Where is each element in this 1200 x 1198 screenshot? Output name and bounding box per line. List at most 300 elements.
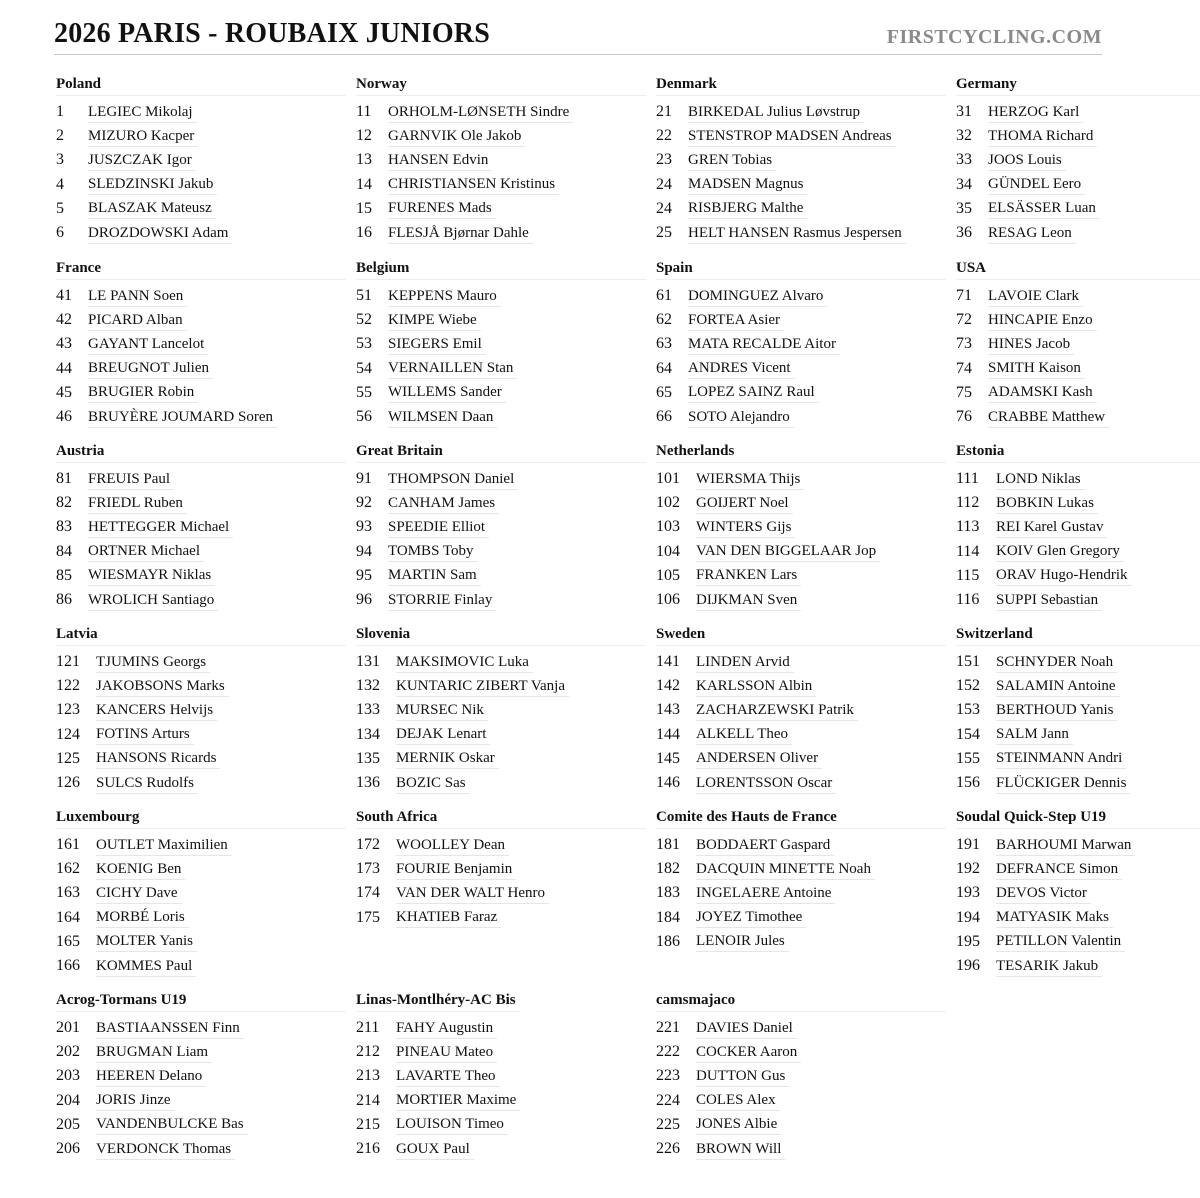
rider-name[interactable]: JOOS Louis — [988, 150, 1066, 171]
rider-name[interactable]: MADSEN Magnus — [688, 174, 807, 195]
rider-number: 173 — [356, 860, 380, 878]
rider-name[interactable]: KOIV Glen Gregory — [996, 541, 1124, 562]
rider-name[interactable]: SUPPI Sebastian — [996, 590, 1102, 611]
rider-name[interactable]: HELT HANSEN Rasmus Jespersen — [688, 223, 906, 244]
rider-row — [656, 833, 946, 857]
rider-number: 1 — [56, 103, 64, 121]
rider-name[interactable]: BROWN Will — [696, 1139, 785, 1160]
rider-row — [356, 221, 646, 245]
rider-name[interactable]: BASTIAANSSEN Finn — [96, 1018, 244, 1039]
rider-name[interactable]: ORHOLM-LØNSETH Sindre — [388, 102, 573, 123]
rider-number: 123 — [56, 701, 80, 719]
rider-list — [956, 467, 1200, 612]
rider-number: 21 — [656, 103, 672, 121]
rider-name[interactable]: MORTIER Maxime — [396, 1090, 520, 1111]
rider-name[interactable]: SULCS Rudolfs — [96, 773, 198, 794]
rider-row — [356, 906, 646, 930]
rider-name[interactable]: GOUX Paul — [396, 1139, 474, 1160]
rider-name[interactable]: ZACHARZEWSKI Patrik — [696, 700, 858, 721]
rider-number: 136 — [356, 774, 380, 792]
rider-number: 192 — [956, 860, 980, 878]
rider-number: 54 — [356, 359, 372, 377]
rider-name[interactable]: REI Karel Gustav — [996, 517, 1107, 538]
rider-name[interactable]: PICARD Alban — [88, 310, 187, 331]
team-block — [956, 257, 1200, 429]
rider-row — [956, 197, 1200, 221]
rider-name[interactable]: GAYANT Lancelot — [88, 334, 208, 355]
rider-name[interactable]: THOMA Richard — [988, 126, 1097, 147]
rider-name[interactable]: LEGIEC Mikolaj — [88, 102, 197, 123]
rider-row — [656, 173, 946, 197]
rider-row — [656, 1016, 946, 1040]
rider-row — [356, 857, 646, 881]
rider-row — [956, 930, 1200, 954]
rider-row — [956, 100, 1200, 124]
rider-name[interactable]: HEEREN Delano — [96, 1066, 206, 1087]
rider-row — [956, 588, 1200, 612]
rider-number: 106 — [656, 591, 680, 609]
rider-name[interactable]: KANCERS Helvijs — [96, 700, 217, 721]
rider-name[interactable]: JONES Albie — [696, 1114, 781, 1135]
rider-name[interactable]: OUTLET Maximilien — [96, 835, 232, 856]
rider-number: 146 — [656, 774, 680, 792]
rider-number: 202 — [56, 1043, 80, 1061]
rider-row — [656, 405, 946, 429]
rider-number: 66 — [656, 408, 672, 426]
rider-list — [656, 650, 946, 795]
team-block — [356, 440, 646, 612]
rider-name[interactable]: HERZOG Karl — [988, 102, 1083, 123]
rider-row — [656, 1113, 946, 1137]
rider-row — [56, 357, 346, 381]
rider-name[interactable]: DROZDOWSKI Adam — [88, 223, 232, 244]
rider-number: 214 — [356, 1091, 380, 1109]
rider-name[interactable]: VERDONCK Thomas — [96, 1139, 235, 1160]
rider-name[interactable]: DAVIES Daniel — [696, 1018, 797, 1039]
rider-number: 166 — [56, 957, 80, 975]
rider-name[interactable]: HINCAPIE Enzo — [988, 310, 1097, 331]
rider-name[interactable]: MATYASIK Maks — [996, 907, 1113, 928]
rider-row — [56, 588, 346, 612]
rider-row — [656, 148, 946, 172]
rider-row — [356, 1113, 646, 1137]
rider-number: 155 — [956, 749, 980, 767]
rider-row — [356, 381, 646, 405]
rider-name[interactable]: GÜNDEL Eero — [988, 174, 1085, 195]
rider-number: 22 — [656, 127, 672, 145]
rider-number: 182 — [656, 860, 680, 878]
rider-name[interactable]: WOOLLEY Dean — [396, 835, 509, 856]
rider-row — [56, 284, 346, 308]
rider-list — [356, 284, 646, 429]
rider-name[interactable]: MATA RECALDE Aitor — [688, 334, 840, 355]
rider-number: 34 — [956, 175, 972, 193]
rider-row — [56, 954, 346, 978]
rider-list — [356, 100, 646, 245]
rider-number: 226 — [656, 1140, 680, 1158]
rider-name[interactable]: FORTEA Asier — [688, 310, 784, 331]
team-name: Austria — [56, 440, 346, 463]
rider-name[interactable]: SLEDZINSKI Jakub — [88, 174, 217, 195]
rider-row — [656, 1064, 946, 1088]
rider-row — [56, 1016, 346, 1040]
rider-row — [656, 332, 946, 356]
rider-name[interactable]: CICHY Dave — [96, 883, 182, 904]
rider-name[interactable]: SIEGERS Emil — [388, 334, 486, 355]
rider-name[interactable]: BODDAERT Gaspard — [696, 835, 834, 856]
rider-list — [656, 467, 946, 612]
rider-row — [356, 405, 646, 429]
rider-row — [656, 308, 946, 332]
rider-name[interactable]: BLASZAK Mateusz — [88, 198, 216, 219]
rider-name[interactable]: MARTIN Sam — [388, 565, 481, 586]
rider-number: 103 — [656, 518, 680, 536]
rider-row — [56, 833, 346, 857]
rider-number: 212 — [356, 1043, 380, 1061]
rider-row — [356, 467, 646, 491]
rider-name[interactable]: WIERSMA Thijs — [696, 469, 804, 490]
rider-row — [356, 771, 646, 795]
rider-name[interactable]: ANDRES Vicent — [688, 358, 795, 379]
rider-name[interactable]: KEPPENS Mauro — [388, 286, 501, 307]
rider-name[interactable]: KARLSSON Albin — [696, 676, 816, 697]
rider-name[interactable]: RISBJERG Malthe — [688, 198, 807, 219]
rider-list — [56, 1016, 346, 1161]
team-name: Spain — [656, 257, 946, 280]
rider-list — [956, 100, 1200, 245]
rider-number: 174 — [356, 884, 380, 902]
rider-row — [956, 405, 1200, 429]
rider-number: 181 — [656, 836, 680, 854]
rider-row — [56, 723, 346, 747]
rider-name[interactable]: WINTERS Gijs — [696, 517, 795, 538]
rider-name[interactable]: ALKELL Theo — [696, 724, 792, 745]
rider-name[interactable]: BRUYÈRE JOUMARD Soren — [88, 407, 277, 428]
rider-name[interactable]: CHRISTIANSEN Kristinus — [388, 174, 559, 195]
rider-name[interactable]: MAKSIMOVIC Luka — [396, 652, 533, 673]
rider-name[interactable]: FRANKEN Lars — [696, 565, 801, 586]
rider-name[interactable]: RESAG Leon — [988, 223, 1076, 244]
team-block — [956, 806, 1200, 978]
rider-number: 76 — [956, 408, 972, 426]
rider-number: 102 — [656, 494, 680, 512]
rider-number: 32 — [956, 127, 972, 145]
rider-number: 223 — [656, 1067, 680, 1085]
rider-row — [56, 747, 346, 771]
rider-number: 125 — [56, 749, 80, 767]
rider-list — [956, 650, 1200, 795]
rider-name[interactable]: FREUIS Paul — [88, 469, 174, 490]
rider-name[interactable]: LAVARTE Theo — [396, 1066, 500, 1087]
team-name: Linas-Montlhéry-AC Bis — [356, 989, 520, 1012]
rider-name[interactable]: BRUGIER Robin — [88, 382, 198, 403]
rider-name[interactable]: MIZURO Kacper — [88, 126, 198, 147]
team-block — [56, 73, 346, 245]
rider-name[interactable]: HANSONS Ricards — [96, 748, 220, 769]
rider-name[interactable]: SPEEDIE Elliot — [388, 517, 489, 538]
rider-name[interactable]: DEJAK Lenart — [396, 724, 490, 745]
rider-number: 203 — [56, 1067, 80, 1085]
rider-row — [656, 467, 946, 491]
rider-name[interactable]: LOPEZ SAINZ Raul — [688, 382, 819, 403]
rider-number: 82 — [56, 494, 72, 512]
rider-row — [956, 540, 1200, 564]
rider-name[interactable]: SCHNYDER Noah — [996, 652, 1117, 673]
rider-row — [56, 771, 346, 795]
rider-number: 56 — [356, 408, 372, 426]
rider-name[interactable]: FLESJÅ Bjørnar Dahle — [388, 223, 533, 244]
rider-name[interactable]: BARHOUMI Marwan — [996, 835, 1135, 856]
rider-name[interactable]: JUSZCZAK Igor — [88, 150, 196, 171]
rider-row — [56, 650, 346, 674]
rider-number: 191 — [956, 836, 980, 854]
rider-number: 152 — [956, 677, 980, 695]
rider-name[interactable]: FRIEDL Ruben — [88, 493, 187, 514]
rider-name[interactable]: WILMSEN Daan — [388, 407, 497, 428]
rider-number: 94 — [356, 542, 372, 560]
rider-number: 16 — [356, 224, 372, 242]
rider-number: 162 — [56, 860, 80, 878]
rider-name[interactable]: MOLTER Yanis — [96, 931, 197, 952]
rider-number: 143 — [656, 701, 680, 719]
rider-name[interactable]: BIRKEDAL Julius Løvstrup — [688, 102, 864, 123]
rider-name[interactable]: KIMPE Wiebe — [388, 310, 481, 331]
site-name: FIRSTCYCLING.COM — [886, 26, 1102, 48]
rider-name[interactable]: STEINMANN Andri — [996, 748, 1126, 769]
rider-number: 42 — [56, 311, 72, 329]
rider-name[interactable]: PINEAU Mateo — [396, 1042, 497, 1063]
rider-name[interactable]: INGELAERE Antoine — [696, 883, 835, 904]
rider-row — [656, 221, 946, 245]
rider-name[interactable]: KHATIEB Faraz — [396, 907, 501, 928]
rider-number: 24 — [656, 199, 672, 217]
rider-number: 194 — [956, 908, 980, 926]
rider-number: 204 — [56, 1091, 80, 1109]
rider-number: 206 — [56, 1140, 80, 1158]
rider-name[interactable]: STENSTROP MADSEN Andreas — [688, 126, 896, 147]
rider-number: 2 — [56, 127, 64, 145]
rider-row — [656, 930, 946, 954]
rider-name[interactable]: TESARIK Jakub — [996, 956, 1102, 977]
rider-name[interactable]: DEFRANCE Simon — [996, 859, 1122, 880]
rider-number: 211 — [356, 1019, 380, 1037]
team-name: Soudal Quick-Step U19 — [956, 806, 1200, 829]
rider-list — [356, 833, 646, 930]
team-block — [656, 806, 946, 954]
rider-row — [356, 674, 646, 698]
rider-number: 222 — [656, 1043, 680, 1061]
rider-row — [656, 515, 946, 539]
rider-row — [656, 564, 946, 588]
rider-name[interactable]: SOTO Alejandro — [688, 407, 794, 428]
rider-name[interactable]: BRUGMAN Liam — [96, 1042, 212, 1063]
rider-number: 151 — [956, 653, 980, 671]
rider-row — [356, 723, 646, 747]
rider-number: 134 — [356, 725, 380, 743]
rider-name[interactable]: ORAV Hugo-Hendrik — [996, 565, 1132, 586]
rider-number: 53 — [356, 335, 372, 353]
team-block — [956, 440, 1200, 612]
rider-name[interactable]: SALM Jann — [996, 724, 1073, 745]
rider-name[interactable]: VERNAILLEN Stan — [388, 358, 517, 379]
page-header — [54, 16, 1102, 55]
rider-name[interactable]: KUNTARIC ZIBERT Vanja — [396, 676, 569, 697]
team-name: Slovenia — [356, 623, 646, 646]
team-block — [56, 806, 346, 978]
rider-row — [356, 1040, 646, 1064]
team-block — [56, 989, 346, 1161]
rider-name[interactable]: HANSEN Edvin — [388, 150, 492, 171]
rider-row — [956, 308, 1200, 332]
rider-number: 175 — [356, 908, 380, 926]
rider-name[interactable]: STORRIE Finlay — [388, 590, 496, 611]
rider-name[interactable]: TOMBS Toby — [388, 541, 478, 562]
rider-name[interactable]: DIJKMAN Sven — [696, 590, 801, 611]
rider-name[interactable]: FLÜCKIGER Dennis — [996, 773, 1130, 794]
rider-row — [356, 698, 646, 722]
rider-name[interactable]: BOBKIN Lukas — [996, 493, 1098, 514]
rider-name[interactable]: JAKOBSONS Marks — [96, 676, 229, 697]
team-name: Denmark — [656, 73, 946, 96]
team-block — [356, 806, 646, 930]
team-name: South Africa — [356, 806, 646, 829]
rider-name[interactable]: BOZIC Sas — [396, 773, 470, 794]
rider-name[interactable]: LOND Niklas — [996, 469, 1085, 490]
rider-list — [56, 284, 346, 429]
rider-row — [656, 100, 946, 124]
rider-list — [56, 833, 346, 978]
rider-name[interactable]: GOIJERT Noel — [696, 493, 793, 514]
rider-name[interactable]: JOYEZ Timothee — [696, 907, 806, 928]
rider-row — [56, 857, 346, 881]
rider-list — [356, 467, 646, 612]
rider-row — [56, 308, 346, 332]
rider-name[interactable]: LAVOIE Clark — [988, 286, 1083, 307]
rider-name[interactable]: WIESMAYR Niklas — [88, 565, 215, 586]
rider-name[interactable]: DEVOS Victor — [996, 883, 1091, 904]
rider-name[interactable]: SMITH Kaison — [988, 358, 1085, 379]
rider-name[interactable]: DUTTON Gus — [696, 1066, 789, 1087]
rider-number: 225 — [656, 1115, 680, 1133]
rider-name[interactable]: THOMPSON Daniel — [388, 469, 518, 490]
rider-name[interactable]: WROLICH Santiago — [88, 590, 218, 611]
rider-name[interactable]: TJUMINS Georgs — [96, 652, 210, 673]
team-block — [56, 623, 346, 795]
rider-name[interactable]: KOMMES Paul — [96, 956, 196, 977]
rider-name[interactable]: BERTHOUD Yanis — [996, 700, 1117, 721]
rider-number: 35 — [956, 199, 972, 217]
rider-number: 86 — [56, 591, 72, 609]
rider-name[interactable]: JORIS Jinze — [96, 1090, 175, 1111]
rider-number: 121 — [56, 653, 80, 671]
rider-name[interactable]: GREN Tobias — [688, 150, 776, 171]
rider-name[interactable]: COCKER Aaron — [696, 1042, 801, 1063]
rider-row — [56, 515, 346, 539]
rider-name[interactable]: VAN DEN BIGGELAAR Jop — [696, 541, 880, 562]
team-block — [56, 257, 346, 429]
rider-name[interactable]: MERNIK Oskar — [396, 748, 499, 769]
rider-name[interactable]: MORBÉ Loris — [96, 907, 189, 928]
rider-name[interactable]: ANDERSEN Oliver — [696, 748, 822, 769]
rider-number: 105 — [656, 566, 680, 584]
rider-name[interactable]: ELSÄSSER Luan — [988, 198, 1100, 219]
team-name: camsmajaco — [656, 989, 946, 1012]
rider-row — [56, 1137, 346, 1161]
rider-number: 14 — [356, 175, 372, 193]
rider-name[interactable]: DOMINGUEZ Alvaro — [688, 286, 827, 307]
rider-number: 126 — [56, 774, 80, 792]
rider-name[interactable]: DACQUIN MINETTE Noah — [696, 859, 875, 880]
rider-row — [656, 906, 946, 930]
rider-row — [656, 857, 946, 881]
rider-number: 115 — [956, 566, 980, 584]
rider-row — [356, 564, 646, 588]
rider-number: 141 — [656, 653, 680, 671]
rider-number: 183 — [656, 884, 680, 902]
rider-name[interactable]: FOTINS Arturs — [96, 724, 194, 745]
rider-number: 25 — [656, 224, 672, 242]
rider-name[interactable]: LENOIR Jules — [696, 931, 789, 952]
rider-name[interactable]: KOENIG Ben — [96, 859, 185, 880]
rider-row — [956, 857, 1200, 881]
rider-name[interactable]: LE PANN Soen — [88, 286, 187, 307]
rider-row — [956, 332, 1200, 356]
rider-number: 63 — [656, 335, 672, 353]
rider-name[interactable]: LINDEN Arvid — [696, 652, 794, 673]
rider-name[interactable]: FAHY Augustin — [396, 1018, 497, 1039]
rider-name[interactable]: HINES Jacob — [988, 334, 1074, 355]
rider-name[interactable]: VAN DER WALT Henro — [396, 883, 549, 904]
rider-name[interactable]: VANDENBULCKE Bas — [96, 1114, 248, 1135]
rider-name[interactable]: FURENES Mads — [388, 198, 496, 219]
rider-row — [356, 515, 646, 539]
team-block — [956, 73, 1200, 245]
rider-row — [656, 588, 946, 612]
rider-name[interactable]: MURSEC Nik — [396, 700, 488, 721]
rider-list — [56, 650, 346, 795]
rider-number: 61 — [656, 287, 672, 305]
rider-row — [356, 1016, 646, 1040]
rider-row — [656, 747, 946, 771]
rider-number: 196 — [956, 957, 980, 975]
rider-name[interactable]: BREUGNOT Julien — [88, 358, 213, 379]
team-block — [656, 623, 946, 795]
rider-name[interactable]: WILLEMS Sander — [388, 382, 506, 403]
rider-name[interactable]: COLES Alex — [696, 1090, 780, 1111]
rider-number: 163 — [56, 884, 80, 902]
rider-number: 111 — [956, 470, 979, 488]
rider-row — [56, 381, 346, 405]
rider-name[interactable]: LORENTSSON Oscar — [696, 773, 836, 794]
rider-number: 144 — [656, 725, 680, 743]
team-name: Poland — [56, 73, 346, 96]
team-name: Acrog-Tormans U19 — [56, 989, 346, 1012]
rider-row — [56, 197, 346, 221]
rider-name[interactable]: ADAMSKI Kash — [988, 382, 1097, 403]
rider-number: 193 — [956, 884, 980, 902]
rider-name[interactable]: SALAMIN Antoine — [996, 676, 1120, 697]
rider-name[interactable]: PETILLON Valentin — [996, 931, 1125, 952]
rider-name[interactable]: ORTNER Michael — [88, 541, 204, 562]
rider-name[interactable]: CRABBE Matthew — [988, 407, 1109, 428]
rider-name[interactable]: HETTEGGER Michael — [88, 517, 233, 538]
rider-name[interactable]: FOURIE Benjamin — [396, 859, 516, 880]
rider-name[interactable]: GARNVIK Ole Jakob — [388, 126, 525, 147]
rider-row — [956, 284, 1200, 308]
rider-name[interactable]: LOUISON Timeo — [396, 1114, 508, 1135]
rider-name[interactable]: CANHAM James — [388, 493, 499, 514]
team-block — [356, 257, 646, 429]
